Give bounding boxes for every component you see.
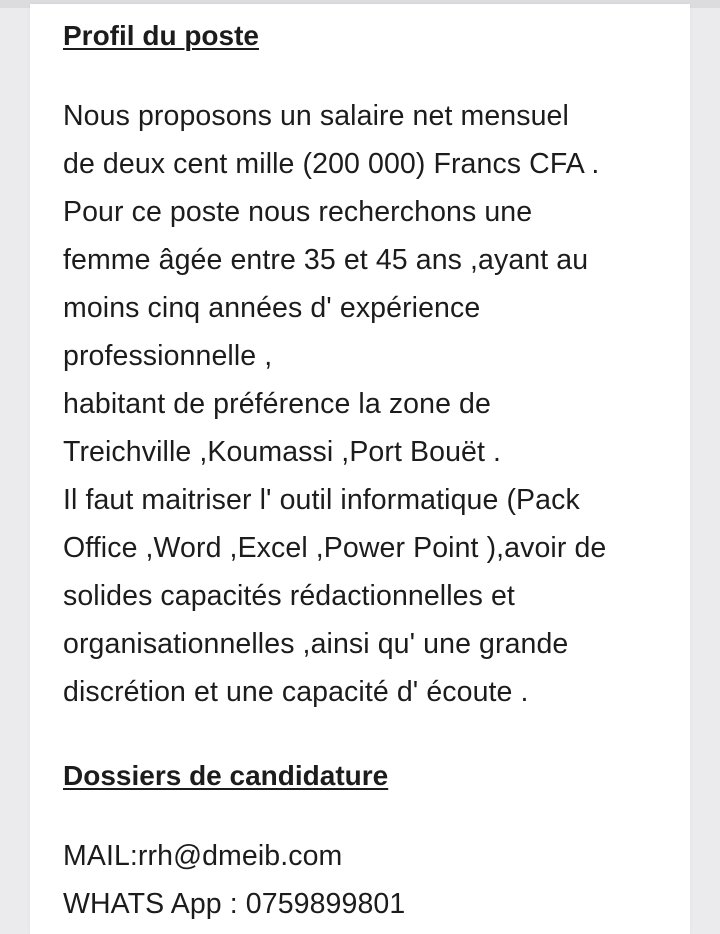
profile-paragraph <box>63 92 683 716</box>
mail-contact: MAIL:rrh@dmeib.com <box>63 840 343 872</box>
job-posting-card <box>30 4 690 934</box>
profile-line: professionnelle , <box>63 340 273 372</box>
profile-line: habitant de préférence la zone de <box>63 388 491 420</box>
profile-heading: Profil du poste <box>63 20 259 51</box>
profile-line: Office ,Word ,Excel ,Power Point ),avoir de <box>63 532 607 564</box>
spacer <box>63 800 683 832</box>
profile-line: Nous proposons un salaire net mensuel <box>63 100 569 132</box>
profile-line: Treichville ,Koumassi ,Port Bouët . <box>63 436 502 468</box>
profile-line: Il faut maitriser l' outil informatique (Pack <box>63 484 580 516</box>
spacer <box>63 716 683 752</box>
whatsapp-contact: WHATS App : 0759899801 <box>63 888 406 920</box>
profile-line: de deux cent mille (200 000) Francs CFA . <box>63 148 600 180</box>
profile-line: femme âgée entre 35 et 45 ans ,ayant au <box>63 244 589 276</box>
profile-line: solides capacités rédactionnelles et <box>63 580 515 612</box>
profile-line: organisationnelles ,ainsi qu' une grande <box>63 628 569 660</box>
spacer <box>63 60 683 92</box>
profile-line: discrétion et une capacité d' écoute . <box>63 676 529 708</box>
profile-line: Pour ce poste nous recherchons une <box>63 196 533 228</box>
profile-line: moins cinq années d' expérience <box>63 292 481 324</box>
contact-block <box>63 832 683 928</box>
application-heading: Dossiers de candidature <box>63 760 389 791</box>
job-posting-content <box>63 12 683 928</box>
